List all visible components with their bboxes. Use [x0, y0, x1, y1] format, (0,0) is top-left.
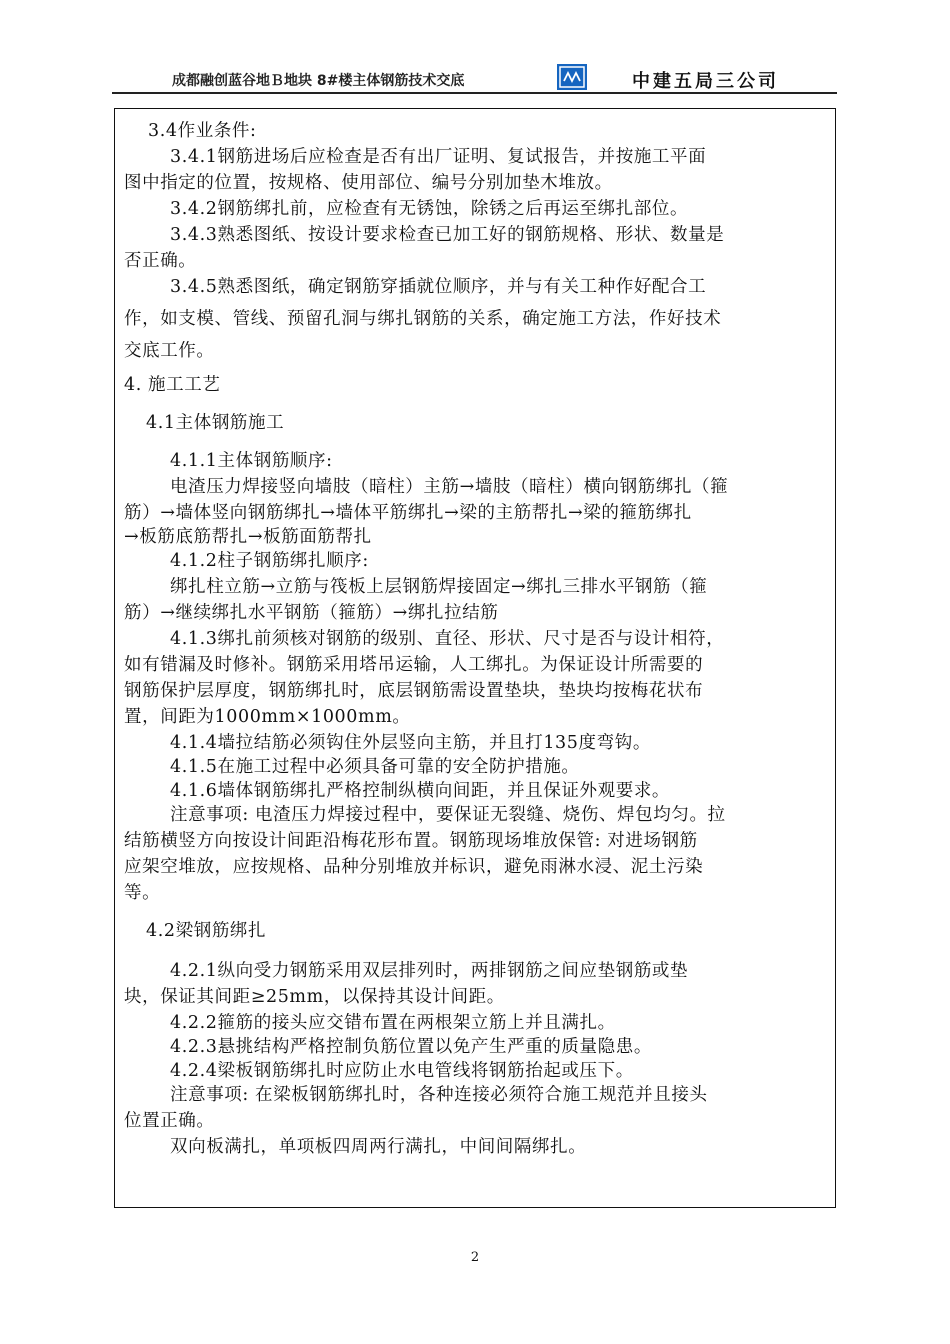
text-line: 3.4.3熟悉图纸、按设计要求检查已加工好的钢筋规格、形状、数量是 [170, 225, 725, 245]
text-line: 绑扎柱立筋→立筋与筏板上层钢筋焊接固定→绑扎三排水平钢筋（箍 [170, 577, 708, 597]
text-line: 3.4.1钢筋进场后应检查是否有出厂证明、复试报告，并按施工平面 [170, 147, 707, 167]
text-line: 4.1.2柱子钢筋绑扎顺序: [170, 551, 369, 571]
text-line: 4.2.3悬挑结构严格控制负筋位置以免产生严重的质量隐患。 [170, 1037, 652, 1057]
text-line: 双向板满扎，单项板四周两行满扎，中间间隔绑扎。 [170, 1137, 587, 1157]
cscec-logo-icon [557, 64, 587, 90]
section-4-heading: 4. 施工工艺 [124, 375, 221, 395]
text-line: 筋）→墙体竖向钢筋绑扎→墙体平筋绑扎→梁的主筋帮扎→梁的箍筋绑扎 [124, 503, 692, 523]
page-number: 2 [470, 1250, 480, 1265]
text-line: 注意事项: 电渣压力焊接过程中，要保证无裂缝、烧伤、焊包均匀。拉 [170, 805, 726, 825]
text-line: 等。 [124, 883, 161, 903]
text-line: 4.1.3绑扎前须核对钢筋的级别、直径、形状、尺寸是否与设计相符， [170, 629, 725, 649]
text-line: 4.1.6墙体钢筋绑扎严格控制纵横向间距，并且保证外观要求。 [170, 781, 671, 801]
text-line: 位置正确。 [124, 1111, 215, 1131]
text-line: 置，间距为1000mm×1000mm。 [124, 707, 411, 727]
text-line: 如有错漏及时修补。钢筋采用塔吊运输，人工绑扎。为保证设计所需要的 [124, 655, 704, 675]
text-line: 钢筋保护层厚度，钢筋绑扎时，底层钢筋需设置垫块，垫块均按梅花状布 [124, 681, 704, 701]
text-line: 4.2.1纵向受力钢筋采用双层排列时，两排钢筋之间应垫钢筋或垫 [170, 961, 689, 981]
page-header [112, 64, 837, 94]
text-line: 作，如支模、管线、预留孔洞与绑扎钢筋的关系，确定施工方法，作好技术 [124, 309, 722, 329]
document-title: 成都融创蓝谷地Ｂ地块 8#楼主体钢筋技术交底 [172, 73, 465, 89]
text-line: 4.1.4墙拉结筋必须钩住外层竖向主筋，并且打135度弯钩。 [170, 733, 651, 753]
text-line: 块，保证其间距≥25mm，以保持其设计间距。 [124, 987, 505, 1007]
text-line: 4.1.1主体钢筋顺序: [170, 451, 333, 471]
text-line: 3.4.2钢筋绑扎前，应检查有无锈蚀，除锈之后再运至绑扎部位。 [170, 199, 689, 219]
text-line: 图中指定的位置，按规格、使用部位、编号分别加垫木堆放。 [124, 173, 613, 193]
text-line: 应架空堆放，应按规格、品种分别堆放并标识，避免雨淋水浸、泥土污染 [124, 857, 704, 877]
text-line: 筋）→继续绑扎水平钢筋（箍筋）→绑扎拉结筋 [124, 603, 499, 623]
text-line: 注意事项: 在梁板钢筋绑扎时，各种连接必须符合施工规范并且接头 [170, 1085, 708, 1105]
text-line: 4.2.4梁板钢筋绑扎时应防止水电管线将钢筋抬起或压下。 [170, 1061, 634, 1081]
text-line: 结筋横竖方向按设计间距沿梅花形布置。钢筋现场堆放保管: 对进场钢筋 [124, 831, 698, 851]
section-3-4-heading: 3.4作业条件: [148, 121, 257, 141]
section-4-1-heading: 4.1主体钢筋施工 [146, 413, 285, 433]
text-line: 4.2.2箍筋的接头应交错布置在两根架立筋上并且满扎。 [170, 1013, 616, 1033]
text-line: 电渣压力焊接竖向墙肢（暗柱）主筋→墙肢（暗柱）横向钢筋绑扎（箍 [170, 477, 729, 497]
text-line: →板筋底筋帮扎→板筋面筋帮扎 [124, 527, 372, 547]
section-4-2-heading: 4.2梁钢筋绑扎 [146, 921, 267, 941]
company-name: 中建五局三公司 [632, 71, 779, 92]
text-line: 3.4.5熟悉图纸，确定钢筋穿插就位顺序，并与有关工种作好配合工 [170, 277, 707, 297]
text-line: 否正确。 [124, 251, 197, 271]
text-line: 交底工作。 [124, 341, 215, 361]
text-line: 4.1.5在施工过程中必须具备可靠的安全防护措施。 [170, 757, 580, 777]
